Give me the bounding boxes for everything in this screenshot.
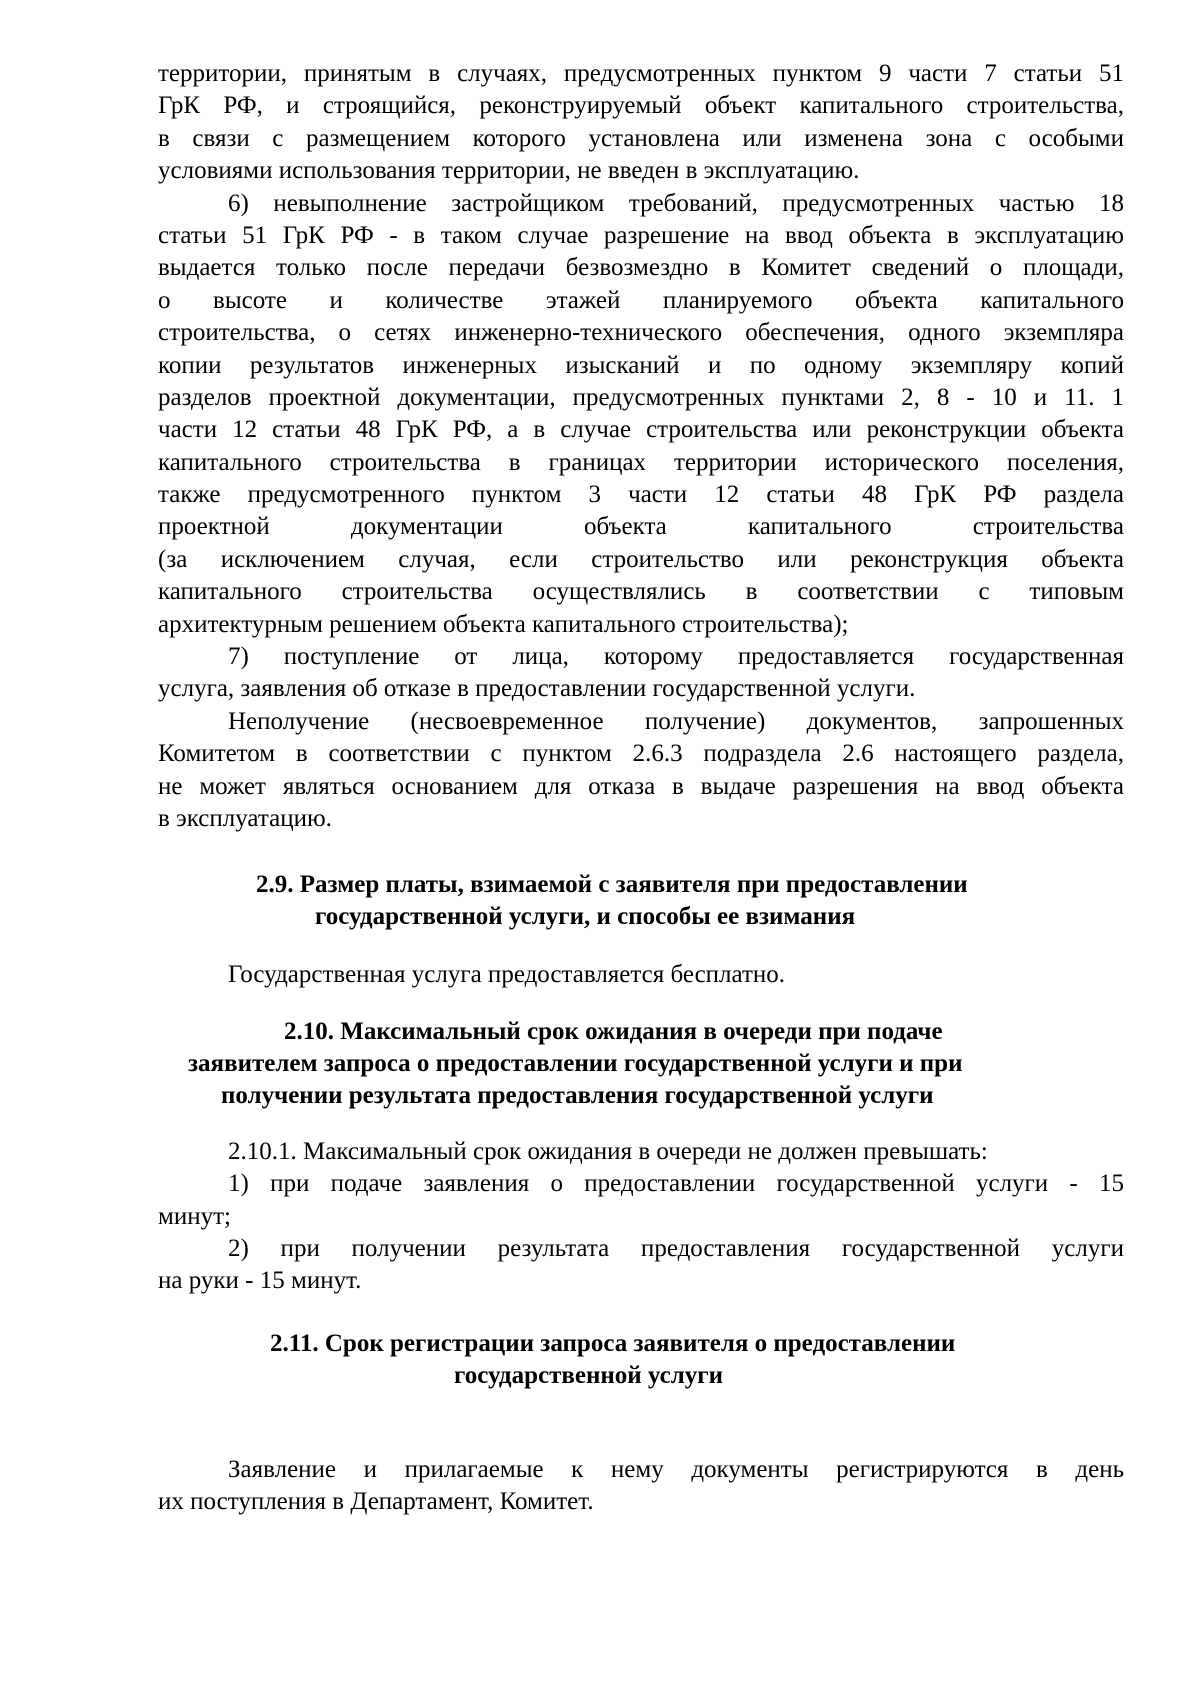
paragraph bbox=[158, 58, 1124, 188]
text-line: Неполучение (несвоевременное получение) документов, запрошенных bbox=[228, 707, 1124, 735]
paragraph bbox=[158, 1136, 1124, 1168]
heading-line: государственной услуги bbox=[454, 1361, 724, 1389]
paragraph bbox=[158, 1454, 1124, 1519]
text-line: в связи с размещением которого установлена или изменена зона с особыми bbox=[158, 124, 1124, 152]
text-line: также предусмотренного пунктом 3 части 12 статьи 48 ГрК РФ раздела bbox=[158, 481, 1124, 509]
text-line: выдается только после передачи безвозмездно в Комитет сведений о площади, bbox=[158, 254, 1124, 282]
paragraph bbox=[158, 706, 1124, 836]
text-line: услуга, заявления об отказе в предоставлении государственной услуги. bbox=[158, 675, 916, 703]
heading-line: 2.10. Максимальный срок ожидания в очереди при подаче bbox=[284, 1017, 943, 1045]
text-line: на руки - 15 минут. bbox=[158, 1267, 362, 1295]
text-line: 2) при получении результата предоставления государственной услуги bbox=[228, 1234, 1124, 1262]
heading-line: получении результата предоставления государственной услуги bbox=[221, 1081, 934, 1109]
paragraph bbox=[158, 1168, 1124, 1233]
heading-line: заявителем запроса о предоставлении государственной услуги и при bbox=[188, 1049, 963, 1077]
paragraph bbox=[158, 1233, 1124, 1298]
text-line: капитального строительства в границах территории исторического поселения, bbox=[158, 448, 1124, 476]
paragraph bbox=[158, 188, 1124, 641]
text-line: проектной документации объекта капитального строительства bbox=[158, 513, 1124, 541]
text-line: 2.10.1. Максимальный срок ожидания в очереди не должен превышать: bbox=[228, 1137, 988, 1165]
document-body bbox=[158, 58, 1124, 1519]
text-line: территории, принятым в случаях, предусмотренных пунктом 9 части 7 статьи 51 bbox=[158, 60, 1124, 87]
text-line: строительства, о сетях инженерно-технического обеспечения, одного экземпляра bbox=[158, 319, 1124, 347]
text-line: 7) поступление от лица, которому предоставляется государственная bbox=[228, 643, 1124, 671]
heading-line: 2.11. Срок регистрации запроса заявителя о предоставлении bbox=[270, 1329, 956, 1357]
text-line: о высоте и количестве этажей планируемого объекта капитального bbox=[158, 286, 1124, 314]
text-line: не может являться основанием для отказа в выдаче разрешения на ввод объекта bbox=[158, 772, 1124, 800]
text-line: в эксплуатацию. bbox=[158, 804, 332, 832]
paragraph bbox=[158, 959, 1124, 991]
text-line: разделов проектной документации, предусмотренных пунктами 2, 8 - 10 и 11. 1 bbox=[158, 383, 1124, 411]
heading-line: 2.9. Размер платы, взимаемой с заявителя при предоставлении bbox=[256, 871, 968, 899]
text-line: капитального строительства осуществлялись в соответствии с типовым bbox=[158, 578, 1124, 606]
text-line: статьи 51 ГрК РФ - в таком случае разрешение на ввод объекта в эксплуатацию bbox=[158, 221, 1124, 249]
text-line: Заявление и прилагаемые к нему документы регистрируются в день bbox=[228, 1455, 1124, 1483]
text-line: копии результатов инженерных изысканий и по одному экземпляру копий bbox=[158, 351, 1124, 379]
section-heading-2-9 bbox=[158, 869, 1124, 933]
section-heading-2-11 bbox=[158, 1328, 1124, 1392]
text-line: части 12 статьи 48 ГрК РФ, а в случае строительства или реконструкции объекта bbox=[158, 416, 1124, 444]
text-line: Государственная услуга предоставляется бесплатно. bbox=[228, 961, 786, 989]
text-line: 6) невыполнение застройщиком требований, предусмотренных частью 18 bbox=[228, 189, 1124, 217]
text-line: архитектурным решением объекта капитального строительства); bbox=[158, 610, 849, 638]
section-heading-2-10 bbox=[158, 1016, 1124, 1112]
text-line: их поступления в Департамент, Комитет. bbox=[158, 1488, 594, 1516]
text-line: условиями использования территории, не введен в эксплуатацию. bbox=[158, 157, 860, 185]
text-line: минут; bbox=[158, 1202, 231, 1230]
text-line: 1) при подаче заявления о предоставлении государственной услуги - 15 bbox=[228, 1170, 1124, 1198]
text-line: Комитетом в соответствии с пунктом 2.6.3 подраздела 2.6 настоящего раздела, bbox=[158, 740, 1124, 768]
heading-line: государственной услуги, и способы ее взимания bbox=[315, 903, 856, 931]
paragraph bbox=[158, 641, 1124, 706]
text-line: ГрК РФ, и строящийся, реконструируемый объект капитального строительства, bbox=[158, 92, 1124, 120]
text-line: (за исключением случая, если строительство или реконструкция объекта bbox=[158, 545, 1124, 573]
